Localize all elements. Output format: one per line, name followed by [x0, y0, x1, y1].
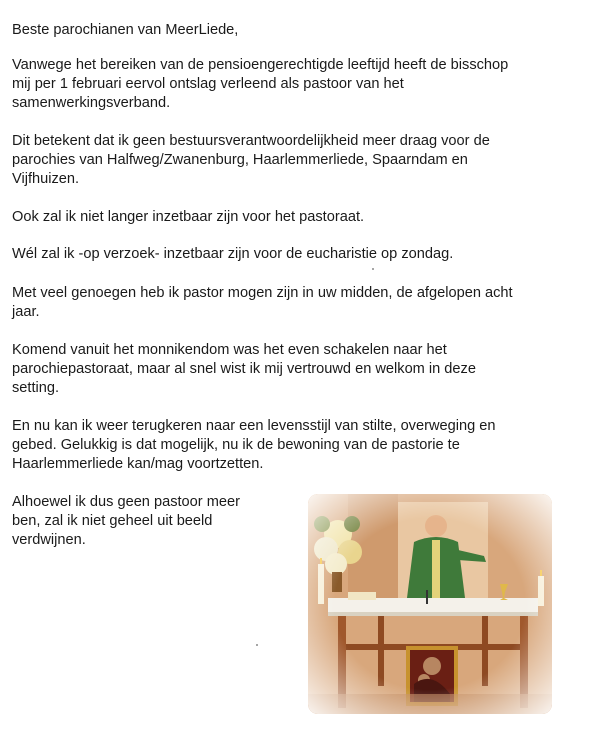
paragraph-line: Vijfhuizen. — [12, 171, 80, 187]
paragraph-line: setting. — [12, 380, 60, 396]
paragraph-line: Met veel genoegen heb ik pastor mogen zijn in uw midden, de afgelopen acht — [12, 285, 513, 301]
paragraph-line: Dit betekent dat ik geen bestuursverantwoordelijkheid meer draag voor de — [12, 133, 490, 149]
paragraph-line: Komend vanuit het monnikendom was het even schakelen naar het — [12, 342, 447, 358]
paragraph-pastorate: Ook zal ik niet langer inzetbaar zijn voor het pastoraat. — [12, 209, 365, 225]
paragraph-line: samenwerkingsverband. — [12, 95, 171, 111]
priest-photo — [308, 494, 552, 714]
salutation: Beste parochianen van MeerLiede, — [12, 22, 239, 38]
paragraph-line: verdwijnen. — [12, 532, 86, 548]
paragraph-line: gebed. Gelukkig is dat mogelijk, nu ik de bewoning van de pastorie te — [12, 437, 460, 453]
scan-speck — [256, 644, 258, 646]
paragraph-line: ben, zal ik niet geheel uit beeld — [12, 513, 213, 529]
scan-speck — [372, 268, 374, 270]
paragraph-line: mij per 1 februari eervol ontslag verleend als pastoor van het — [12, 76, 404, 92]
paragraph-line: En nu kan ik weer terugkeren naar een levensstijl van stilte, overweging en — [12, 418, 496, 434]
paragraph-line: jaar. — [12, 304, 40, 320]
paragraph-line: parochies van Halfweg/Zwanenburg, Haarlemmerliede, Spaarndam en — [12, 152, 468, 168]
paragraph-line: Haarlemmerliede kan/mag voortzetten. — [12, 456, 264, 472]
paragraph-line: parochiepastoraat, maar al snel wist ik mij vertrouwd en welkom in deze — [12, 361, 476, 377]
paragraph-eucharist: Wél zal ik -op verzoek- inzetbaar zijn voor de eucharistie op zondag. — [12, 246, 454, 262]
paragraph-line: Vanwege het bereiken van de pensioengerechtigde leeftijd heeft de bisschop — [12, 57, 509, 73]
paragraph-line: Alhoewel ik dus geen pastoor meer — [12, 494, 240, 510]
photo-vignette — [308, 494, 552, 714]
